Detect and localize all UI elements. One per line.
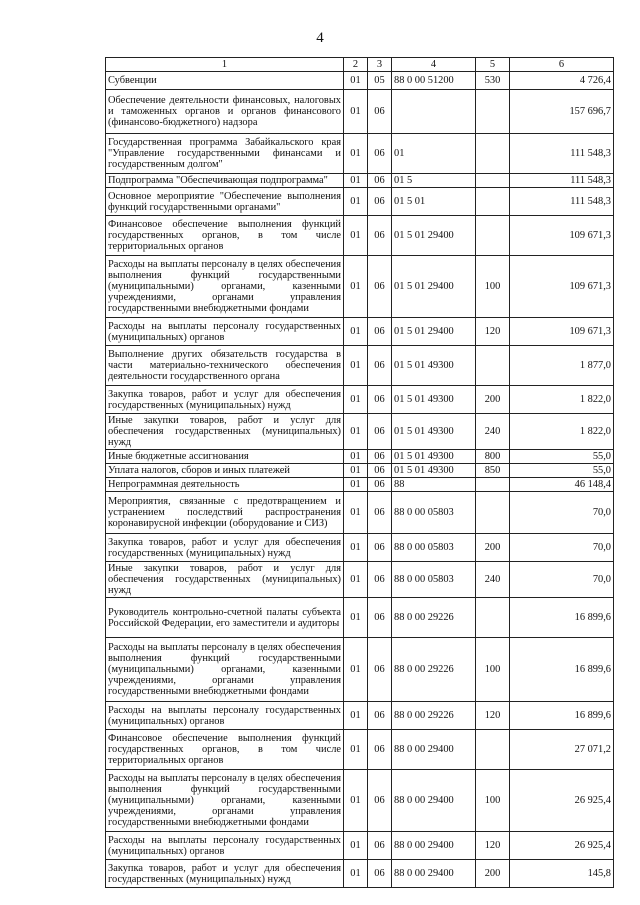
row-target-code-cell [392,90,476,134]
row-expense-type-cell [476,346,510,386]
row-name-cell: Закупка товаров, работ и услуг для обеспечения государственных (муниципальных) нужд [106,534,344,562]
row-amount-cell: 55,0 [510,450,614,464]
row-target-code-cell: 88 0 00 29400 [392,730,476,770]
page-number: 4 [316,30,324,46]
row-amount-cell: 16 899,6 [510,598,614,638]
row-amount-cell: 26 925,4 [510,770,614,832]
row-name-cell: Выполнение других обязательств государства в части материально-технического обеспечения деятельности государственного органа [106,346,344,386]
row-section-cell: 01 [344,770,368,832]
row-subsection-cell: 06 [368,134,392,174]
table-row [106,72,614,90]
row-name-cell: Расходы на выплаты персоналу государственных (муниципальных) органов [106,702,344,730]
row-expense-type-cell [476,598,510,638]
table-row [106,492,614,534]
row-expense-type-cell: 100 [476,770,510,832]
row-section-cell: 01 [344,386,368,414]
table-row [106,730,614,770]
row-subsection-cell: 06 [368,638,392,702]
row-amount-cell: 109 671,3 [510,216,614,256]
table-row [106,832,614,860]
table-row [106,134,614,174]
row-expense-type-cell [476,174,510,188]
row-subsection-cell: 06 [368,386,392,414]
row-target-code-cell: 88 0 00 29226 [392,598,476,638]
row-name-cell: Иные бюджетные ассигнования [106,450,344,464]
table-row [106,174,614,188]
row-name-cell: Расходы на выплаты персоналу в целях обеспечения выполнения функций государственными (муниципальными) органами, казенными учреждениями, органами управления государственными внебюджетными фондами [106,638,344,702]
row-name-cell: Непрограммная деятельность [106,478,344,492]
row-section-cell: 01 [344,134,368,174]
table-row [106,216,614,256]
row-amount-cell: 111 548,3 [510,134,614,174]
row-section-cell: 01 [344,702,368,730]
row-target-code-cell: 01 [392,134,476,174]
row-amount-cell: 111 548,3 [510,174,614,188]
row-name-cell: Обеспечение деятельности финансовых, налоговых и таможенных органов и органов финансового (финансово-бюджетного) надзора [106,90,344,134]
row-section-cell: 01 [344,492,368,534]
row-amount-cell: 55,0 [510,464,614,478]
table-row [106,770,614,832]
row-amount-cell: 1 877,0 [510,346,614,386]
row-target-code-cell: 88 0 00 05803 [392,562,476,598]
row-subsection-cell: 06 [368,188,392,216]
row-target-code-cell: 01 5 [392,174,476,188]
row-amount-cell: 145,8 [510,860,614,888]
row-expense-type-cell: 240 [476,414,510,450]
row-amount-cell: 70,0 [510,492,614,534]
row-target-code-cell: 01 5 01 49300 [392,450,476,464]
row-section-cell: 01 [344,90,368,134]
row-subsection-cell: 06 [368,450,392,464]
row-expense-type-cell [476,492,510,534]
row-name-cell: Иные закупки товаров, работ и услуг для обеспечения государственных (муниципальных) нужд [106,414,344,450]
row-subsection-cell: 06 [368,598,392,638]
row-name-cell: Закупка товаров, работ и услуг для обеспечения государственных (муниципальных) нужд [106,386,344,414]
row-expense-type-cell [476,90,510,134]
column-header: 3 [368,58,392,72]
table-row [106,256,614,318]
table-row [106,638,614,702]
table-row [106,414,614,450]
row-section-cell: 01 [344,860,368,888]
row-name-cell: Уплата налогов, сборов и иных платежей [106,464,344,478]
table-row [106,188,614,216]
column-header: 4 [392,58,476,72]
row-name-cell: Финансовое обеспечение выполнения функций государственных органов, в том числе территориальных органов [106,216,344,256]
row-amount-cell: 1 822,0 [510,414,614,450]
row-target-code-cell: 01 5 01 29400 [392,216,476,256]
column-header: 5 [476,58,510,72]
row-subsection-cell: 06 [368,730,392,770]
table-row [106,386,614,414]
row-name-cell: Мероприятия, связанные с предотвращением и устранением последствий распространения коронавирусной инфекции (оборудование и СИЗ) [106,492,344,534]
row-section-cell: 01 [344,318,368,346]
row-amount-cell: 111 548,3 [510,188,614,216]
row-name-cell: Финансовое обеспечение выполнения функций государственных органов, в том числе территориальных органов [106,730,344,770]
row-section-cell: 01 [344,450,368,464]
row-subsection-cell: 06 [368,492,392,534]
row-subsection-cell: 06 [368,414,392,450]
row-subsection-cell: 06 [368,318,392,346]
row-amount-cell: 16 899,6 [510,702,614,730]
row-name-cell: Расходы на выплаты персоналу в целях обеспечения выполнения функций государственными (муниципальными) органами, казенными учреждениями, органами управления государственными внебюджетными фондами [106,770,344,832]
row-expense-type-cell: 240 [476,562,510,598]
table-row [106,860,614,888]
table-row [106,450,614,464]
row-name-cell: Расходы на выплаты персоналу в целях обеспечения выполнения функций государственными (муниципальными) органами, казенными учреждениями, органами управления государственными внебюджетными фондами [106,256,344,318]
row-expense-type-cell [476,188,510,216]
row-target-code-cell: 88 0 00 29226 [392,638,476,702]
row-section-cell: 01 [344,174,368,188]
row-target-code-cell: 88 0 00 29400 [392,770,476,832]
row-amount-cell: 70,0 [510,534,614,562]
row-amount-cell: 26 925,4 [510,832,614,860]
row-name-cell: Основное мероприятие "Обеспечение выполнения функций государственными органами" [106,188,344,216]
row-subsection-cell: 06 [368,216,392,256]
table-row [106,702,614,730]
table-row [106,478,614,492]
row-target-code-cell: 88 0 00 05803 [392,492,476,534]
row-subsection-cell: 06 [368,90,392,134]
row-expense-type-cell [476,216,510,256]
row-section-cell: 01 [344,534,368,562]
row-amount-cell: 46 148,4 [510,478,614,492]
row-target-code-cell: 88 0 00 51200 [392,72,476,90]
row-subsection-cell: 06 [368,346,392,386]
column-header: 6 [510,58,614,72]
row-subsection-cell: 06 [368,534,392,562]
row-target-code-cell: 01 5 01 [392,188,476,216]
budget-table [105,57,614,888]
row-section-cell: 01 [344,464,368,478]
row-name-cell: Подпрограмма "Обеспечивающая подпрограмма" [106,174,344,188]
row-expense-type-cell: 800 [476,450,510,464]
row-amount-cell: 4 726,4 [510,72,614,90]
column-header: 2 [344,58,368,72]
row-amount-cell: 70,0 [510,562,614,598]
row-section-cell: 01 [344,832,368,860]
table-body [106,72,614,888]
row-name-cell: Государственная программа Забайкальского края "Управление государственными финансами и государственным долгом" [106,134,344,174]
row-expense-type-cell: 530 [476,72,510,90]
row-subsection-cell: 06 [368,174,392,188]
row-amount-cell: 16 899,6 [510,638,614,702]
row-section-cell: 01 [344,562,368,598]
table-row [106,534,614,562]
row-name-cell: Расходы на выплаты персоналу государственных (муниципальных) органов [106,832,344,860]
row-subsection-cell: 06 [368,860,392,888]
row-section-cell: 01 [344,72,368,90]
row-target-code-cell: 01 5 01 29400 [392,318,476,346]
row-expense-type-cell: 200 [476,534,510,562]
row-target-code-cell: 88 0 00 05803 [392,534,476,562]
row-name-cell: Руководитель контрольно-счетной палаты субъекта Российской Федерации, его заместители и аудиторы [106,598,344,638]
table-row [106,90,614,134]
row-target-code-cell: 88 [392,478,476,492]
row-target-code-cell: 01 5 01 29400 [392,256,476,318]
row-amount-cell: 157 696,7 [510,90,614,134]
row-name-cell: Иные закупки товаров, работ и услуг для обеспечения государственных (муниципальных) нужд [106,562,344,598]
row-amount-cell: 1 822,0 [510,386,614,414]
table-row [106,598,614,638]
row-expense-type-cell: 100 [476,638,510,702]
row-name-cell: Закупка товаров, работ и услуг для обеспечения государственных (муниципальных) нужд [106,860,344,888]
table-row [106,562,614,598]
row-expense-type-cell: 200 [476,386,510,414]
row-target-code-cell: 01 5 01 49300 [392,386,476,414]
row-amount-cell: 109 671,3 [510,318,614,346]
row-target-code-cell: 01 5 01 49300 [392,464,476,478]
row-name-cell: Субвенции [106,72,344,90]
row-subsection-cell: 06 [368,770,392,832]
row-subsection-cell: 06 [368,832,392,860]
row-section-cell: 01 [344,188,368,216]
row-section-cell: 01 [344,638,368,702]
row-subsection-cell: 06 [368,702,392,730]
row-section-cell: 01 [344,346,368,386]
row-expense-type-cell: 100 [476,256,510,318]
row-subsection-cell: 06 [368,562,392,598]
row-section-cell: 01 [344,478,368,492]
table-row [106,318,614,346]
row-subsection-cell: 06 [368,256,392,318]
row-name-cell: Расходы на выплаты персоналу государственных (муниципальных) органов [106,318,344,346]
row-subsection-cell: 06 [368,478,392,492]
column-header: 1 [106,58,344,72]
table-row [106,346,614,386]
row-section-cell: 01 [344,414,368,450]
row-section-cell: 01 [344,256,368,318]
row-target-code-cell: 01 5 01 49300 [392,414,476,450]
row-target-code-cell: 01 5 01 49300 [392,346,476,386]
row-expense-type-cell [476,134,510,174]
row-subsection-cell: 05 [368,72,392,90]
row-section-cell: 01 [344,730,368,770]
row-expense-type-cell: 120 [476,318,510,346]
row-target-code-cell: 88 0 00 29226 [392,702,476,730]
row-subsection-cell: 06 [368,464,392,478]
row-expense-type-cell: 850 [476,464,510,478]
row-section-cell: 01 [344,216,368,256]
row-expense-type-cell: 120 [476,702,510,730]
table-row [106,464,614,478]
row-target-code-cell: 88 0 00 29400 [392,832,476,860]
table-header-row [106,58,614,72]
row-expense-type-cell: 120 [476,832,510,860]
row-section-cell: 01 [344,598,368,638]
row-expense-type-cell [476,478,510,492]
row-expense-type-cell: 200 [476,860,510,888]
row-amount-cell: 27 071,2 [510,730,614,770]
row-expense-type-cell [476,730,510,770]
row-target-code-cell: 88 0 00 29400 [392,860,476,888]
row-amount-cell: 109 671,3 [510,256,614,318]
